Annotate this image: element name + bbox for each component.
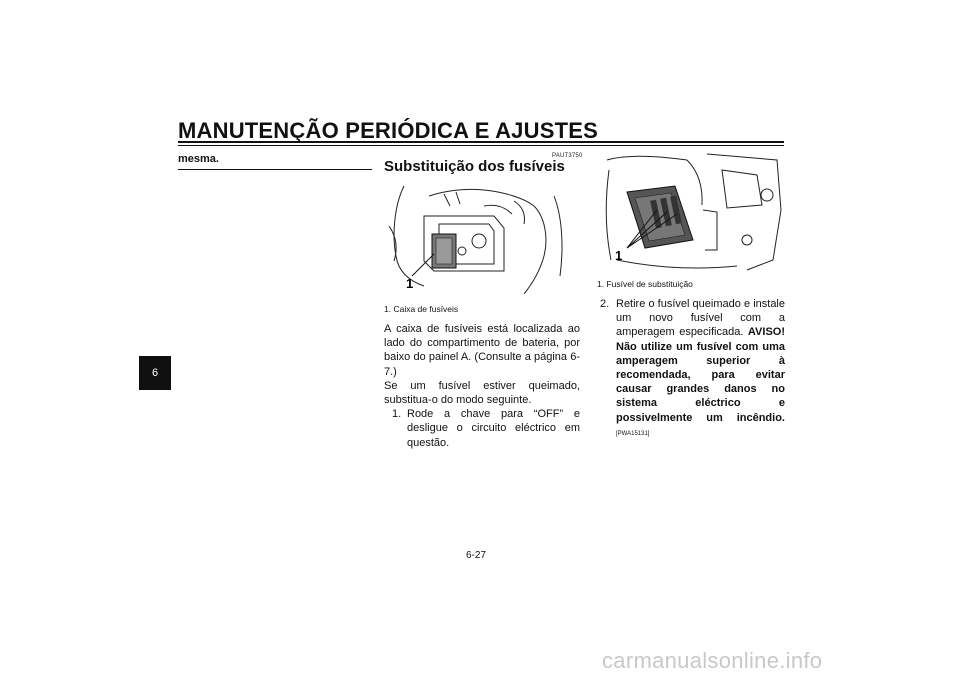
step-item — [384, 407, 580, 450]
step-text: Retire o fusível queimado e instale um novo fusível com a amperagem especificada. — [616, 298, 785, 339]
warning-reference: [PWA15131] — [616, 430, 650, 437]
chapter-tab: 6 — [139, 356, 171, 390]
title-divider-thin — [178, 145, 784, 146]
page-number: 6-27 — [466, 550, 487, 561]
fuse-box-illustration — [384, 176, 580, 300]
figure-label: 1 — [406, 276, 414, 291]
spare-fuse-illustration — [597, 150, 785, 274]
figure-caption: 1. Fusível de substituição — [597, 279, 693, 289]
reference-code: PAUT3750 — [552, 153, 583, 159]
body-text — [597, 297, 785, 441]
fuse-box-drawing — [384, 176, 580, 300]
section-heading: Substituição dos fusíveis — [384, 158, 565, 175]
step-item — [597, 297, 785, 441]
figure-caption: 1. Caixa de fusíveis — [384, 304, 459, 314]
step-text: Rode a chave para “OFF” e desligue o circuito eléctrico em questão. — [407, 408, 580, 449]
paragraph: Se um fusível estiver queimado, substitua-o do modo seguinte. — [384, 379, 580, 407]
watermark: carmanualsonline.info — [602, 648, 823, 673]
warning-text: AVISO! Não utilize um fusível com uma amperagem superior à recomendada, para evitar causar grandes danos no sistema eléctrico e possivelmente um incêndio. — [616, 326, 785, 424]
step-number: 2. — [600, 298, 610, 310]
figure-label: 1 — [615, 248, 623, 263]
paragraph: A caixa de fusíveis está localizada ao lado do compartimento de bateria, por baixo do painel A. (Consulte a página 6-7.) — [384, 323, 580, 378]
spare-fuse-drawing — [597, 150, 785, 274]
step-number: 1. — [392, 408, 402, 421]
continued-text: mesma. — [178, 153, 219, 165]
page-title: MANUTENÇÃO PERIÓDICA E AJUSTES — [178, 118, 598, 143]
column-divider — [178, 169, 372, 170]
body-text — [384, 322, 580, 450]
title-divider — [178, 141, 784, 143]
